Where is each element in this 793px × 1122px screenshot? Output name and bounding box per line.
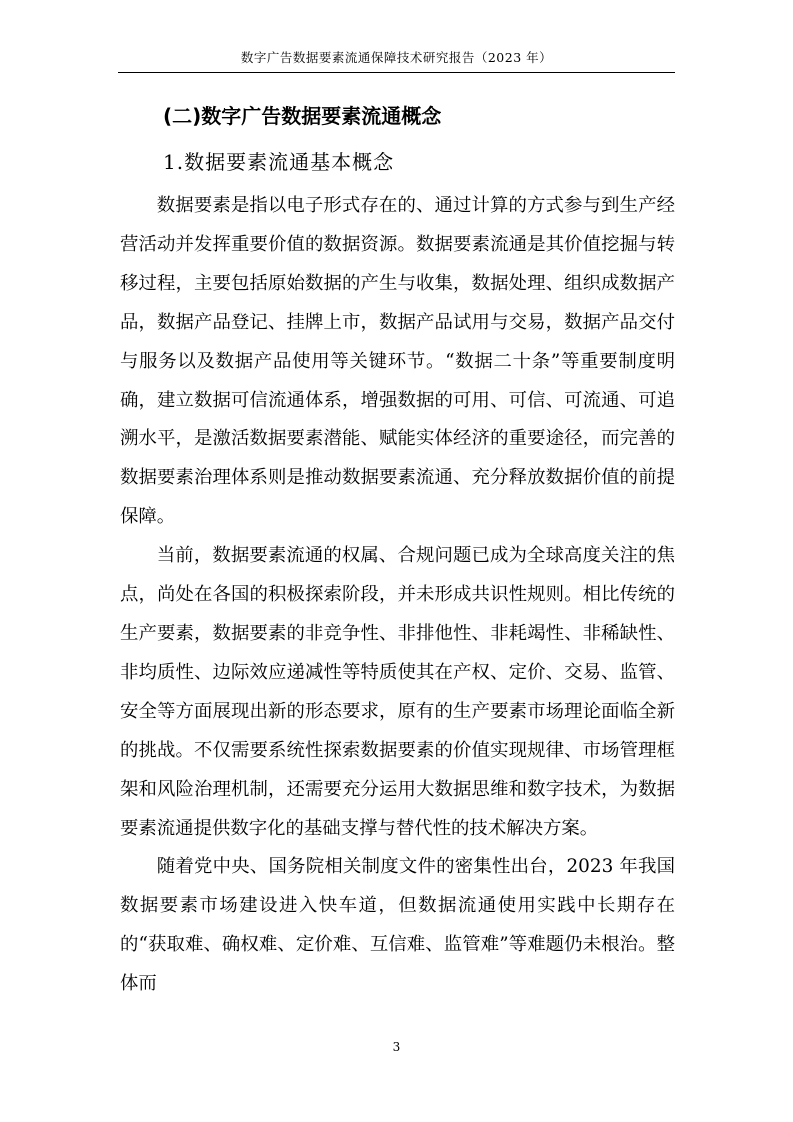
page-number: 3 bbox=[392, 1040, 401, 1054]
running-header: 数字广告数据要素流通保障技术研究报告（2023 年） bbox=[240, 50, 553, 65]
paragraph: 随着党中央、国务院相关制度文件的密集性出台，2023 年我国数据要素市场建设进入快车道，但数据流通使用实践中长期存在的“获取难、确权难、定价难、互信难、监管难”等难题仍未根治。整体而 bbox=[120, 856, 675, 995]
paragraph: 当前，数据要素流通的权属、合规问题已成为全球高度关注的焦点，尚处在各国的积极探索阶段，并未形成共识性规则。相比传统的生产要素，数据要素的非竞争性、非排他性、非耗竭性、非稀缺性、非均质性、边际效应递减性等特质使其在产权、定价、交易、监管、安全等方面展现出新的形态要求，原有的生产要素市场理论面临全新的挑战。不仅需要系统性探索数据要素的价值实现规律、市场管理框架和风险治理机制，还需要充分运用大数据思维和数字技术，为数据要素流通提供数字化的基础支撑与替代性的技术解决方案。 bbox=[120, 545, 675, 839]
body-text bbox=[120, 187, 675, 1004]
section-heading: (二)数字广告数据要素流通概念 bbox=[163, 104, 442, 128]
subsection-heading: 1.数据要素流通基本概念 bbox=[163, 150, 395, 174]
header-divider bbox=[118, 72, 675, 73]
paragraph: 数据要素是指以电子形式存在的、通过计算的方式参与到生产经营活动并发挥重要价值的数据资源。数据要素流通是其价值挖掘与转移过程，主要包括原始数据的产生与收集，数据处理、组织成数据产品，数据产品登记、挂牌上市，数据产品试用与交易，数据产品交付与服务以及数据产品使用等关键环节。“数据二十条”等重要制度明确，建立数据可信流通体系，增强数据的可用、可信、可流通、可追溯水平，是激活数据要素潜能、赋能实体经济的重要途径，而完善的数据要素治理体系则是推动数据要素流通、充分释放数据价值的前提保障。 bbox=[120, 195, 675, 528]
